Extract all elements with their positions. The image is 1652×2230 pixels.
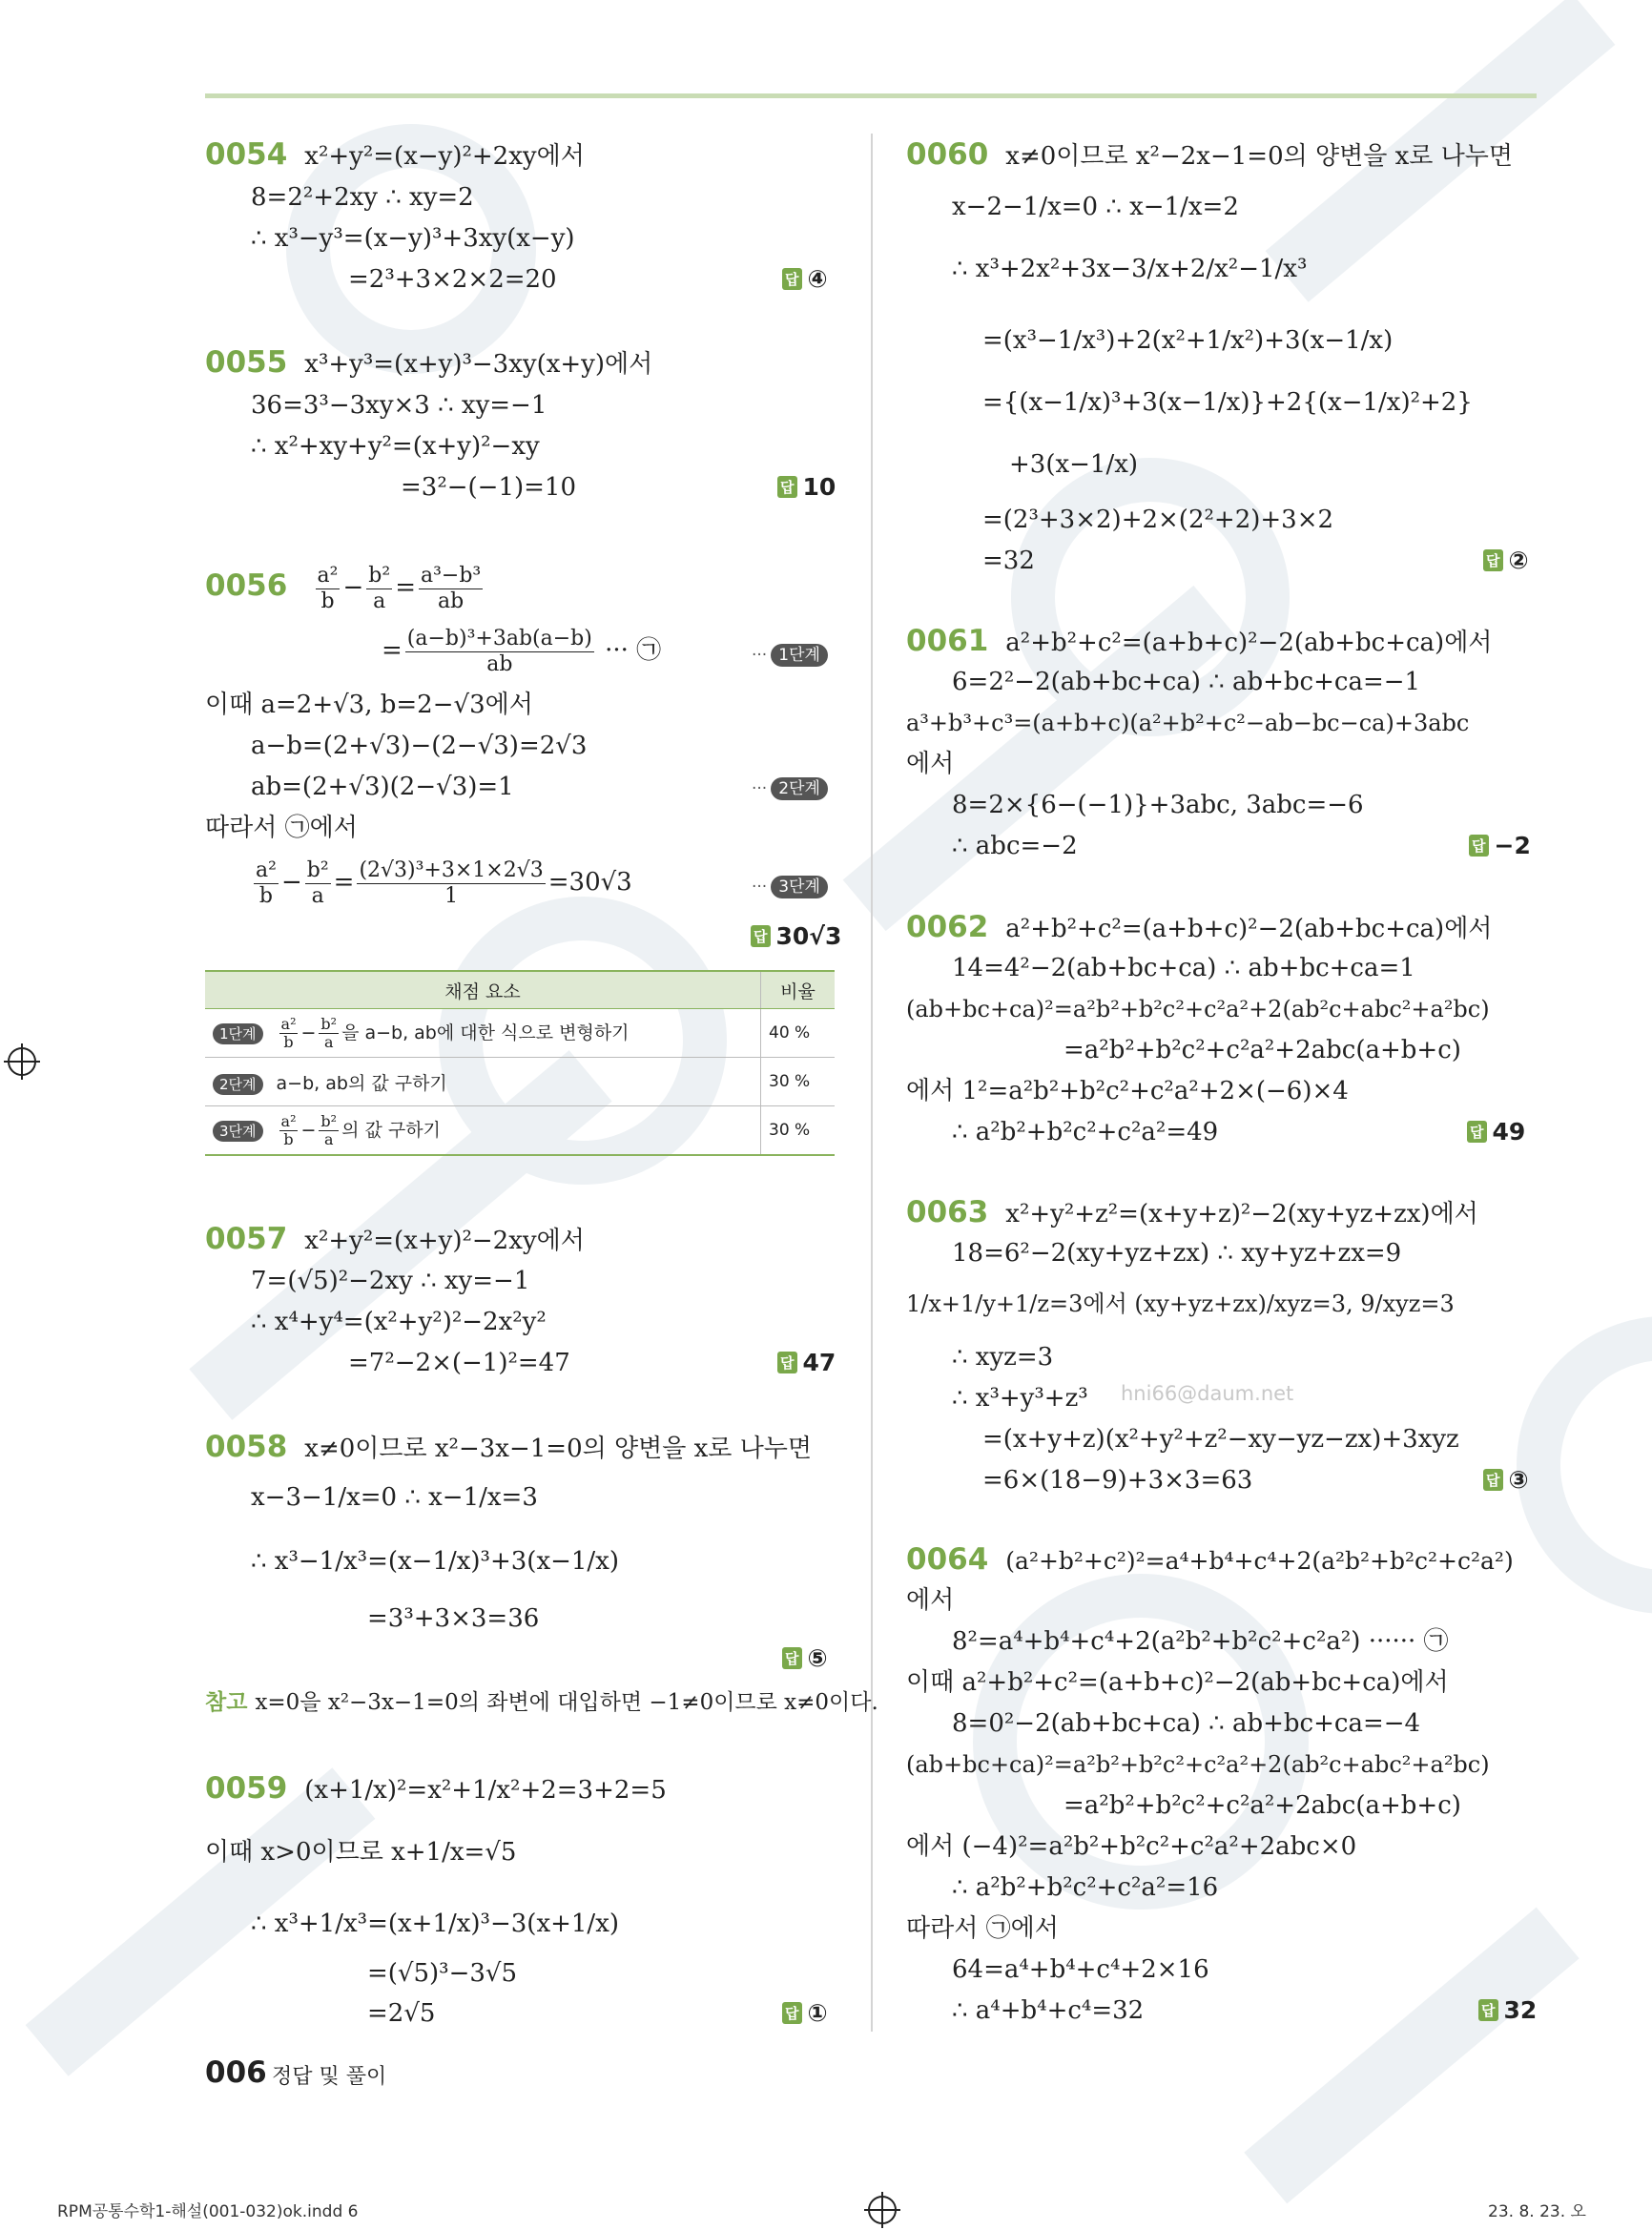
problem-0056-line4: a−b=(2+√3)−(2−√3)=2√3 xyxy=(251,732,588,760)
problem-0064-line10: 따라서 ㉠에서 xyxy=(906,1914,1059,1943)
fraction: $\frac{\text{b²}}{a}$ xyxy=(368,563,391,613)
problem-0054-line3: ∴ x³−y³=(x−y)³+3xy(x−y) xyxy=(251,224,575,253)
problem-0055-line1: 0055 x³+y³=(x+y)³−3xy(x+y)에서 xyxy=(205,345,653,380)
scoring-cell: 3단계 $\frac{\text{a²}}{b}$ − $\frac{\text{b²}}{a}$ 의 값 구하기 xyxy=(205,1106,761,1156)
problem-0064-line7: =a²b²+b²c²+c²a²+2abc(a+b+c) xyxy=(1063,1791,1461,1820)
problem-0064-line3: 8²=a⁴+b⁴+c⁴+2(a²b²+b²c²+c²a²) ······ ㉠ xyxy=(952,1627,1449,1656)
problem-0058-line3: ∴ x³−1/x³=(x−1/x)³+3(x−1/x) xyxy=(251,1547,620,1576)
scoring-table xyxy=(205,970,835,1156)
scoring-cell: 1단계 $\frac{\text{a²}}{b}$ − $\frac{\text{b²}}{a}$ 을 a−b, ab에 대한 식으로 변형하기 xyxy=(205,1009,761,1058)
answer-0056: 답 30√3 xyxy=(751,922,841,950)
problem-0062-line4: =a²b²+b²c²+c²a²+2abc(a+b+c) xyxy=(1063,1036,1461,1064)
problem-0058-line1: 0058 x≠0이므로 x²−3x−1=0의 양변을 x로 나누면 xyxy=(205,1430,812,1464)
problem-0061-line5: 8=2×{6−(−1)}+3abc, 3abc=−6 xyxy=(952,791,1364,819)
problem-0057-line3: ∴ x⁴+y⁴=(x²+y²)²−2x²y² xyxy=(251,1308,547,1336)
answer-0062: 답 49 xyxy=(1467,1118,1525,1146)
scoring-header-ratio: 비율 xyxy=(761,971,836,1009)
fraction: $\frac{\text{a³−b³}}{ab}$ xyxy=(420,563,482,613)
problem-0062-line5: 에서 1²=a²b²+b²c²+c²a²+2×(−6)×4 xyxy=(906,1077,1349,1105)
registration-mark-bottom xyxy=(868,2196,897,2224)
registration-mark-left xyxy=(8,1047,36,1076)
problem-0063-line2: 18=6²−2(xy+yz+zx) ∴ xy+yz+zx=9 xyxy=(952,1239,1402,1268)
page-number: 006 xyxy=(205,2055,267,2090)
problem-0055-line3: ∴ x²+xy+y²=(x+y)²−xy xyxy=(251,432,540,461)
answer-0063: 답 ③ xyxy=(1483,1466,1529,1494)
problem-0056-line2: = $\frac{\text{(a−b)³+3ab(a−b)}}{ab}$ ··· ㉠ xyxy=(382,626,662,676)
problem-0060-line4: =(x³−1/x³)+2(x²+1/x²)+3(x−1/x) xyxy=(982,326,1394,355)
problem-0061-line2: 6=2²−2(ab+bc+ca) ∴ ab+bc+ca=−1 xyxy=(952,668,1421,696)
problem-0056-line5: ab=(2+√3)(2−√3)=1 xyxy=(251,773,514,801)
problem-0054-line1: 0054 x²+y²=(x−y)²+2xy에서 xyxy=(205,137,585,172)
problem-0062-line3: (ab+bc+ca)²=a²b²+b²c²+c²a²+2(ab²c+abc²+a²bc) xyxy=(906,996,1490,1022)
table-row xyxy=(205,1106,835,1156)
problem-0056-line3: 이때 a=2+√3, b=2−√3에서 xyxy=(205,691,533,719)
problem-0063-line5: ∴ x³+y³+z³ xyxy=(952,1384,1088,1413)
problem-0057-line4: =7²−2×(−1)²=47 xyxy=(348,1349,570,1377)
footer-date: 23. 8. 23. 오 xyxy=(1488,2202,1586,2221)
problem-0063-line3: 1/x+1/y+1/z=3에서 (xy+yz+zx)/xyz=3, 9/xyz=3 xyxy=(906,1291,1455,1317)
table-row xyxy=(205,1058,835,1106)
problem-0063-line1: 0063 x²+y²+z²=(x+y+z)²−2(xy+yz+zx)에서 xyxy=(906,1195,1478,1229)
problem-0062-line1: 0062 a²+b²+c²=(a+b+c)²−2(ab+bc+ca)에서 xyxy=(906,910,1493,944)
problem-0060-line8: =32 xyxy=(982,547,1035,575)
problem-0059-line3: ∴ x³+1/x³=(x+1/x)³−3(x+1/x) xyxy=(251,1910,620,1938)
problem-0059-line2: 이때 x>0이므로 x+1/x=√5 xyxy=(205,1838,517,1867)
problem-0063-line4: ∴ xyz=3 xyxy=(952,1343,1054,1372)
step-marker-2: ··· 2단계 xyxy=(752,774,828,798)
fraction: $\frac{\text{b²}}{a}$ xyxy=(320,1014,338,1051)
top-rule xyxy=(205,93,1537,98)
problem-0064-line5: 8=0²−2(ab+bc+ca) ∴ ab+bc+ca=−4 xyxy=(952,1709,1421,1738)
problem-0064-line11: 64=a⁴+b⁴+c⁴+2×16 xyxy=(952,1955,1209,1984)
scoring-ratio: 30 % xyxy=(761,1058,836,1106)
answer-0055: 답 10 xyxy=(777,473,836,501)
step-marker-1: ··· 1단계 xyxy=(752,641,828,665)
fraction: $\frac{\text{a²}}{b}$ xyxy=(256,857,277,908)
problem-0064-line9: ∴ a²b²+b²c²+c²a²=16 xyxy=(952,1873,1219,1902)
answer-0054: 답 ④ xyxy=(782,265,828,293)
problem-0060-line5: ={(x−1/x)³+3(x−1/x)}+2{(x−1/x)²+2} xyxy=(982,388,1473,417)
scoring-header-criteria: 채점 요소 xyxy=(205,971,761,1009)
problem-0058-line4: =3³+3×3=36 xyxy=(367,1604,540,1633)
fraction: $\frac{\text{b²}}{a}$ xyxy=(320,1111,338,1148)
problem-0061-line4: 에서 xyxy=(906,750,955,778)
problem-0063-line6: =(x+y+z)(x²+y²+z²−xy−yz−zx)+3xyz xyxy=(982,1425,1459,1454)
problem-0063-line7: =6×(18−9)+3×3=63 xyxy=(982,1466,1253,1495)
problem-0058-line2: x−3−1/x=0 ∴ x−1/x=3 xyxy=(251,1483,538,1512)
footer-file-name: RPM공통수학1-해설(001-032)ok.indd 6 xyxy=(57,2202,359,2221)
problem-0060-line7: =(2³+3×2)+2×(2²+2)+3×2 xyxy=(982,506,1334,534)
step-marker-3: ··· 3단계 xyxy=(752,873,828,897)
fraction: $\frac{\text{b²}}{a}$ xyxy=(306,857,329,908)
watermark-circle xyxy=(1517,1316,1652,1614)
problem-0055-line4: =3²−(−1)=10 xyxy=(401,473,577,502)
fraction: $\frac{\text{a²}}{b}$ xyxy=(280,1014,297,1051)
fraction: $\frac{\text{a²}}{b}$ xyxy=(317,563,339,613)
scoring-table-header xyxy=(205,971,835,1009)
answer-0061: 답 −2 xyxy=(1469,832,1531,859)
page-section-label: 정답 및 풀이 xyxy=(272,2065,387,2089)
problem-0064-line8: 에서 (−4)²=a²b²+b²c²+c²a²+2abc×0 xyxy=(906,1832,1357,1861)
problem-0059-line4: =(√5)³−3√5 xyxy=(367,1959,518,1988)
answer-0060: 답 ② xyxy=(1483,547,1529,574)
scoring-ratio: 40 % xyxy=(761,1009,836,1058)
problem-0057-line2: 7=(√5)²−2xy ∴ xy=−1 xyxy=(251,1267,530,1295)
problem-0064-line6: (ab+bc+ca)²=a²b²+b²c²+c²a²+2(ab²c+abc²+a²bc) xyxy=(906,1751,1490,1778)
problem-0064-line12: ∴ a⁴+b⁴+c⁴=32 xyxy=(952,1996,1145,2025)
answer-0058: 답 ⑤ xyxy=(782,1644,828,1672)
table-row xyxy=(205,1009,835,1058)
problem-0064-line2: 에서 xyxy=(906,1586,955,1615)
problem-0060-line3: ∴ x³+2x²+3x−3/x+2/x²−1/x³ xyxy=(952,255,1308,283)
column-divider xyxy=(871,134,873,2032)
answer-0057: 답 47 xyxy=(777,1349,836,1376)
problem-0054-line2: 8=2²+2xy ∴ xy=2 xyxy=(251,183,474,212)
problem-0056-line6: 따라서 ㉠에서 xyxy=(205,814,358,842)
problem-0062-line6: ∴ a²b²+b²c²+c²a²=49 xyxy=(952,1118,1219,1146)
problem-0056-line1: 0056 $\frac{\text{a²}}{b}$ − $\frac{\text{b²}}{a}$ = $\frac{\text{a³−b³}}{ab}$ xyxy=(205,563,482,613)
problem-0060-line2: x−2−1/x=0 ∴ x−1/x=2 xyxy=(952,193,1239,221)
problem-0064-line4: 이때 a²+b²+c²=(a+b+c)²−2(ab+bc+ca)에서 xyxy=(906,1668,1449,1697)
problem-0059-line1: 0059 (x+1/x)²=x²+1/x²+2=3+2=5 xyxy=(205,1771,667,1806)
problem-0061-line3: a³+b³+c³=(a+b+c)(a²+b²+c²−ab−bc−ca)+3abc xyxy=(906,710,1470,736)
scoring-ratio: 30 % xyxy=(761,1106,836,1156)
problem-0061-line1: 0061 a²+b²+c²=(a+b+c)²−2(ab+bc+ca)에서 xyxy=(906,624,1493,658)
scoring-cell: 2단계 a−b, ab의 값 구하기 xyxy=(205,1058,761,1106)
answer-0064: 답 32 xyxy=(1478,1996,1537,2024)
fraction: $\frac{\text{(a−b)³+3ab(a−b)}}{ab}$ xyxy=(406,626,592,676)
problem-0064-line1: 0064 (a²+b²+c²)²=a⁴+b⁴+c⁴+2(a²b²+b²c²+c²a²) xyxy=(906,1542,1514,1577)
problem-0055-line2: 36=3³−3xy×3 ∴ xy=−1 xyxy=(251,391,547,420)
email-watermark: hni66@daum.net xyxy=(1121,1382,1294,1405)
problem-0061-line6: ∴ abc=−2 xyxy=(952,832,1078,860)
problem-0054-line4: =2³+3×2×2=20 xyxy=(348,265,557,294)
answer-0059: 답 ① xyxy=(782,1999,828,2027)
problem-0057-line1: 0057 x²+y²=(x+y)²−2xy에서 xyxy=(205,1222,585,1256)
problem-0059-line5: =2√5 xyxy=(367,1999,436,2028)
problem-0056-line7: $\frac{\text{a²}}{b}$ − $\frac{\text{b²}}{a}$ = $\frac{\text{(2√3)³+3×1×2√3}}{1}$ =30√3 xyxy=(256,857,632,908)
watermark-bar xyxy=(1244,1908,1579,2204)
fraction: $\frac{\text{(2√3)³+3×1×2√3}}{1}$ xyxy=(359,857,544,908)
problem-0060-line6: +3(x−1/x) xyxy=(1009,450,1139,479)
problem-0060-line1: 0060 x≠0이므로 x²−2x−1=0의 양변을 x로 나누면 xyxy=(906,137,1513,172)
fraction: $\frac{\text{a²}}{b}$ xyxy=(280,1111,297,1148)
problem-0062-line2: 14=4²−2(ab+bc+ca) ∴ ab+bc+ca=1 xyxy=(952,954,1415,982)
note-0058: 참고 x=0을 x²−3x−1=0의 좌변에 대입하면 −1≠0이므로 x≠0이다. xyxy=(205,1690,878,1715)
